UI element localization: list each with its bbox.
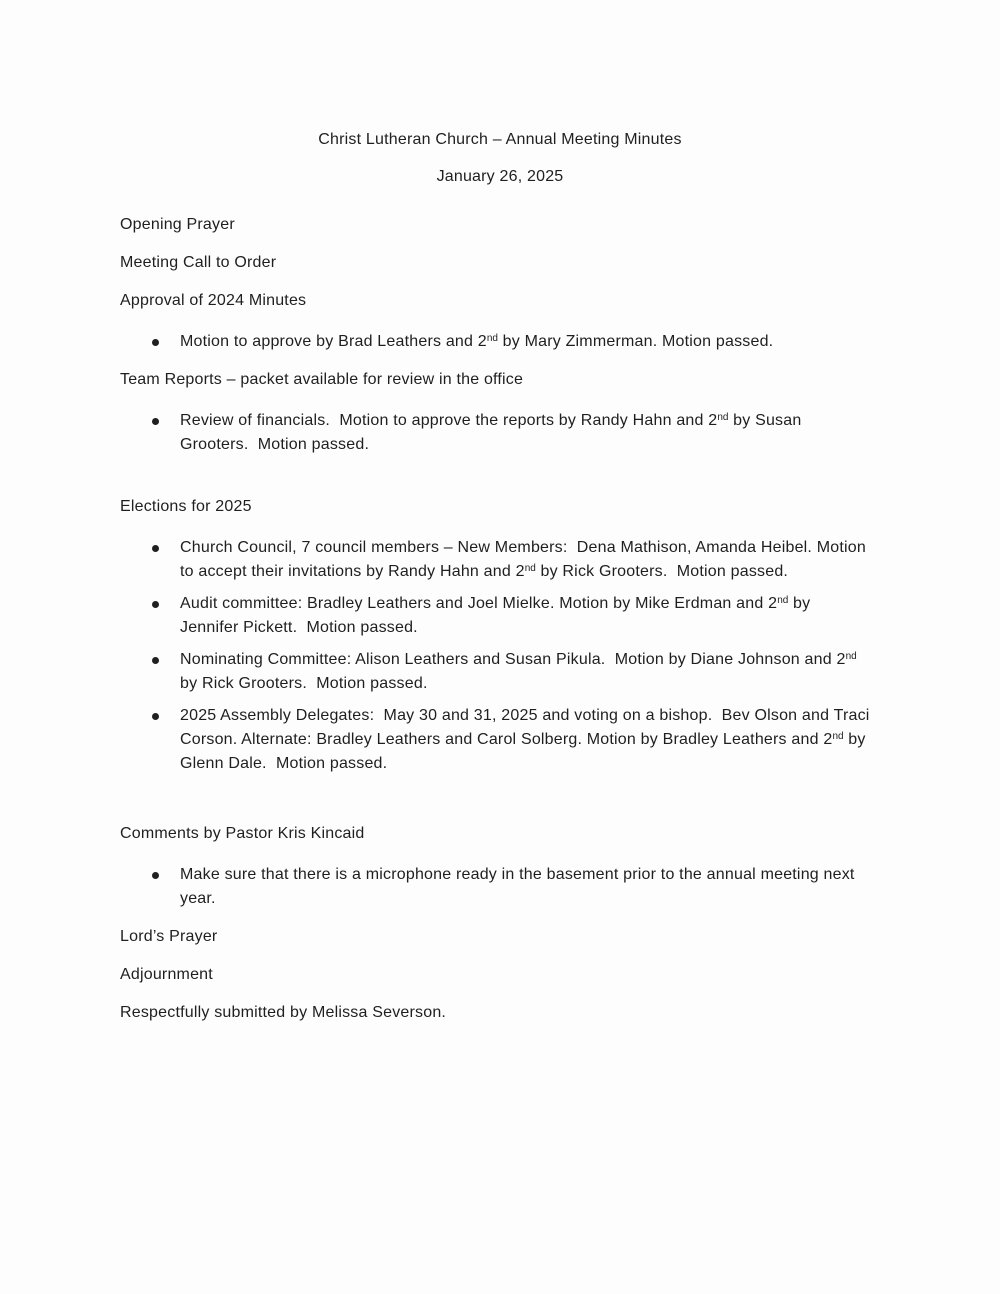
section-heading-lords-prayer: Lord’s Prayer (120, 928, 218, 945)
text-segment: Church Council, 7 council members – New Members: Dena Mathison, Amanda Heibel. Motion to accept their invitations by Randy Hahn and 2 (180, 539, 871, 580)
bullet-text (180, 595, 815, 636)
ordinal-superscript: nd (717, 412, 729, 423)
bullet-item (120, 863, 870, 911)
ordinal-superscript: nd (845, 651, 857, 662)
bullet-marker-icon (152, 545, 159, 552)
bullet-item (120, 592, 870, 640)
ordinal-superscript: nd (486, 333, 498, 344)
text-segment: Review of financials. Motion to approve the reports by Randy Hahn and 2 (180, 412, 718, 429)
bullet-text (180, 707, 874, 772)
ordinal-superscript: nd (524, 563, 536, 574)
bullet-marker-icon (152, 601, 159, 608)
text-segment: 2025 Assembly Delegates: May 30 and 31, 2025 and voting on a bishop. Bev Olson and Traci Corson. Alternate: Bradley Leathers and Carol Solberg. Motion by Bradley Leathers and 2 (180, 707, 875, 748)
bullet-item (120, 330, 870, 354)
bullet-marker-icon (152, 657, 159, 664)
section-heading-team-reports: Team Reports – packet available for review in the office (120, 371, 524, 388)
section-heading-approval-of-2024-minutes: Approval of 2024 Minutes (120, 292, 307, 309)
bullet-text (180, 333, 773, 350)
bullet-marker-icon (152, 713, 159, 720)
section-heading-meeting-call-to-order: Meeting Call to Order (120, 254, 277, 271)
ordinal-superscript: nd (777, 595, 789, 606)
text-segment: by Rick Grooters. Motion passed. (535, 563, 789, 580)
document-date: January 26, 2025 (436, 168, 564, 185)
text-segment: Motion to approve by Brad Leathers and 2 (180, 333, 487, 350)
bullet-item (120, 409, 870, 457)
document-body (120, 213, 885, 1025)
text-segment: by Glenn Dale. Motion passed. (180, 731, 871, 772)
text-segment: by Mary Zimmerman. Motion passed. (497, 333, 774, 350)
bullet-item (120, 704, 875, 776)
text-segment: by Rick Grooters. Motion passed. (180, 651, 862, 692)
section-heading-comments-by-pastor-kris-kincaid: Comments by Pastor Kris Kincaid (120, 825, 365, 842)
text-segment: by Jennifer Pickett. Motion passed. (180, 595, 815, 636)
bullet-item (120, 536, 870, 584)
bullet-text (180, 651, 861, 692)
bullet-marker-icon (152, 339, 159, 346)
section-heading-respectfully-submitted: Respectfully submitted by Melissa Severson. (120, 1004, 447, 1021)
bullet-item (120, 648, 870, 696)
text-segment: Make sure that there is a microphone ready in the basement prior to the annual meeting next year. (180, 866, 860, 907)
bullet-text (180, 866, 859, 907)
document-title: Christ Lutheran Church – Annual Meeting Minutes (318, 131, 682, 148)
bullet-text (180, 412, 806, 453)
text-segment: Audit committee: Bradley Leathers and Joel Mielke. Motion by Mike Erdman and 2 (180, 595, 778, 612)
text-segment: Nominating Committee: Alison Leathers and Susan Pikula. Motion by Diane Johnson and 2 (180, 651, 846, 668)
section-heading-adjournment: Adjournment (120, 966, 213, 983)
bullet-text (180, 539, 871, 580)
text-segment: by Susan Grooters. Motion passed. (180, 412, 807, 453)
ordinal-superscript: nd (832, 731, 844, 742)
bullet-marker-icon (152, 872, 159, 879)
bullet-marker-icon (152, 418, 159, 425)
section-heading-elections-for-2025: Elections for 2025 (120, 498, 252, 515)
section-heading-opening-prayer: Opening Prayer (120, 216, 235, 233)
